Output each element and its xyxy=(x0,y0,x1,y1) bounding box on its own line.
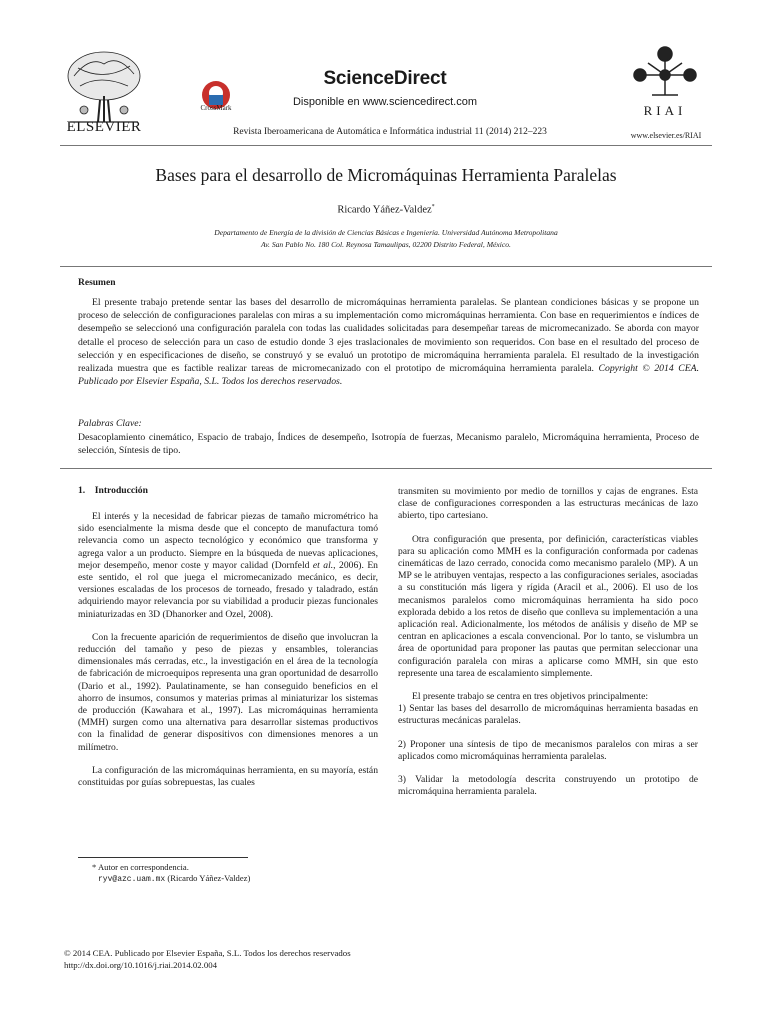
footnote xyxy=(92,862,250,885)
right-column xyxy=(398,486,698,809)
keywords-list: Desacoplamiento cinemático, Espacio de trabajo, Índices de desempeño, Isotropía de fuerzas, Mecanismo paralelo, Micromáquina herramienta, Proceso de selección, Síntesis de tipo. xyxy=(78,432,699,457)
crossmark-label: CrossMark xyxy=(200,104,232,112)
left-paragraph-2: Con la frecuente aparición de requerimientos de diseño que involucran la reducción del tamaño y peso de piezas y ensambles, tolerancias dimensionales más cerradas, etc., la investigación en el área de la tecnología de fabricación de microequipos representa una gran oportunidad de desarrollo (Dario et al., 1992). Paulatinamente, se han conseguido beneficios en el ahorro de insumos, consumos y materias primas al miniaturizar los sistemas de producción (Kawahara et al., 1997). Las micromáquinas herramienta (MMH) surgen como una alternativa para desarrollar sistemas productivos con la finalidad de generar dispositivos con dimensiones menores a un milímetro. xyxy=(78,631,378,753)
section-heading xyxy=(78,485,148,496)
abstract-text: El presente trabajo pretende sentar las bases del desarrollo de micromáquinas herramienta paralelas. Se plantean condiciones básicas y se propone un proceso de selección de configuraciones paralelas con miras a su implementación como micromáquinas herramienta. Con base en requerimientos e índices de desempeño se seleccionó una configuración paralela con todas las cualidades solicitadas para desempeñar tareas de micromecanizado. Se aborda con mayor detalle el proceso de selección para un caso de estudio donde 3 ejes traslacionales de movimiento son requeridos. Con base en el resultado del proceso de selección y en especificaciones de diseño, se construyó y se evaluó un prototipo de micromáquina herramienta paralela. El resultado de la investigación realizada muestra que es factible realizar tareas de micromecanizado con el prototipo de micromáquina herramienta paralela. xyxy=(78,297,699,375)
footnote-contact xyxy=(92,873,250,885)
right-paragraph-1: transmiten su movimiento por medio de tornillos y cajas de engranes. Esta clase de configuraciones corresponden a las estructuras mecánicas de lazo abierto, tipo cartesiano. xyxy=(398,486,698,522)
footnote-label: * Autor en correspondencia. xyxy=(92,862,189,872)
section-title: Introducción xyxy=(94,485,148,496)
crossmark-icon[interactable] xyxy=(196,72,236,120)
riai-logo-icon xyxy=(624,45,706,105)
right-paragraph-3: El presente trabajo se centra en tres objetivos principalmente: xyxy=(412,691,649,703)
footnote-divider xyxy=(78,857,248,858)
abstract-heading: Resumen xyxy=(78,278,116,288)
riai-url-link[interactable]: www.elsevier.es/RIAI xyxy=(630,131,702,140)
left-p1-text-b: , 2006). En este sentido, el rol que juega el micromecanizado mecánico, es decir, versiones escaladas de los procesos de torneado, fresado y taladrado, están adquiriendo mayor relevancia por su viabilidad a producir piezas funcionales miniaturizadas en 3D (Dhanorker and Ozel, 2008). xyxy=(78,559,378,620)
left-paragraph-3: La configuración de las micromáquinas herramienta, en su mayoría, están constituidas por guías sobrepuestas, las cuales xyxy=(78,764,378,789)
availability-link[interactable]: Disponible en www.sciencedirect.com xyxy=(292,96,478,108)
left-p1-etal: et al. xyxy=(312,559,334,571)
left-paragraph-1 xyxy=(78,511,378,621)
article-title: Bases para el desarrollo de Micromáquinas Herramienta Paralelas xyxy=(155,165,617,185)
abstract-body xyxy=(78,296,699,388)
footnote-email[interactable]: ryv@azc.uam.mx xyxy=(98,875,166,884)
objective-item-2: 2) Proponer una síntesis de tipo de mecanismos paralelos con miras a ser aplicados como micromáquinas herramienta paralelas. xyxy=(398,738,698,762)
riai-name: RIAI xyxy=(643,103,687,118)
header-divider xyxy=(60,145,712,146)
abstract-bottom-divider xyxy=(60,468,712,469)
footer-doi-link[interactable]: http://dx.doi.org/10.1016/j.riai.2014.02.004 xyxy=(64,960,218,970)
footer-copyright: © 2014 CEA. Publicado por Elsevier España, S.L. Todos los derechos reservados xyxy=(64,948,351,958)
objective-item-1: 1) Sentar las bases del desarrollo de micromáquinas herramienta basadas en estructuras mecánicas paralelas. xyxy=(398,703,698,727)
keywords-heading: Palabras Clave: xyxy=(78,418,142,429)
publisher-name: ELSEVIER xyxy=(66,119,142,135)
sciencedirect-brand: ScienceDirect xyxy=(323,68,447,89)
journal-reference: Revista Iberoamericana de Automática e Informática industrial 11 (2014) 212–223 xyxy=(233,127,547,137)
abstract-copyright: Copyright © 2014 CEA. Publicado por Elsevier España, S.L. Todos los derechos reservados. xyxy=(78,363,699,388)
affiliation-line-1: Departamento de Energía de la división de Ciencias Básicas e Ingeniería. Universidad Autónoma Metropolitana xyxy=(214,228,558,237)
author-mark: * xyxy=(431,204,435,210)
section-number: 1. xyxy=(78,485,86,496)
footnote-name: (Ricardo Yáñez-Valdez) xyxy=(165,873,251,883)
left-p1-text-a: El interés y la necesidad de fabricar piezas de tamaño micrométrico ha sido esencialmente la misma desde que el concepto de manufactura tomó relevancia como un aspecto tecnológico y económico que transforma y agrega valor a un producto. Siempre en la búsqueda de nuevas aplicaciones, mejor desempeño, menor coste y mayor calidad (Dornfeld xyxy=(78,511,378,571)
abstract-top-divider xyxy=(60,266,712,267)
affiliation-line-2: Av. San Pablo No. 180 Col. Reynosa Tamaulipas, 02200 Distrito Federal, México. xyxy=(261,240,511,249)
page-footer xyxy=(64,947,351,971)
author-line xyxy=(60,204,712,216)
author-name[interactable]: Ricardo Yáñez-Valdez xyxy=(337,204,432,216)
left-column xyxy=(78,511,378,789)
right-paragraph-2: Otra configuración que presenta, por definición, características viables para su aplicación como MMH es la configuración conformada por cadenas cinemáticas de lazo cerrado, conocida como mecanismo paralelo (MP). A un MP se le atribuyen ventajas, respecto a las configuraciones seriales, asociadas a su constitución más ligera y rígida (Aracil et al., 2006). El uso de los mecanismos paralelos como micromáquinas herramienta ha sido poco explorada debido a los retos de diseño que conlleva su implementación a una aplicación real. Adicionalmente, los métodos de análisis y diseño de MP se centran en aplicaciones a escala convencional. Por lo tanto, se vislumbra un área de oportunidad para proponer las pautas que permitan seleccionar una configuración paralela con miras a aplicarse como MMH, sin que esto represente una tarea de escalamiento simplemente. xyxy=(398,533,698,679)
objective-item-3: 3) Validar la metodología descrita construyendo un prototipo de micromáquina herramienta paralela. xyxy=(398,774,698,798)
